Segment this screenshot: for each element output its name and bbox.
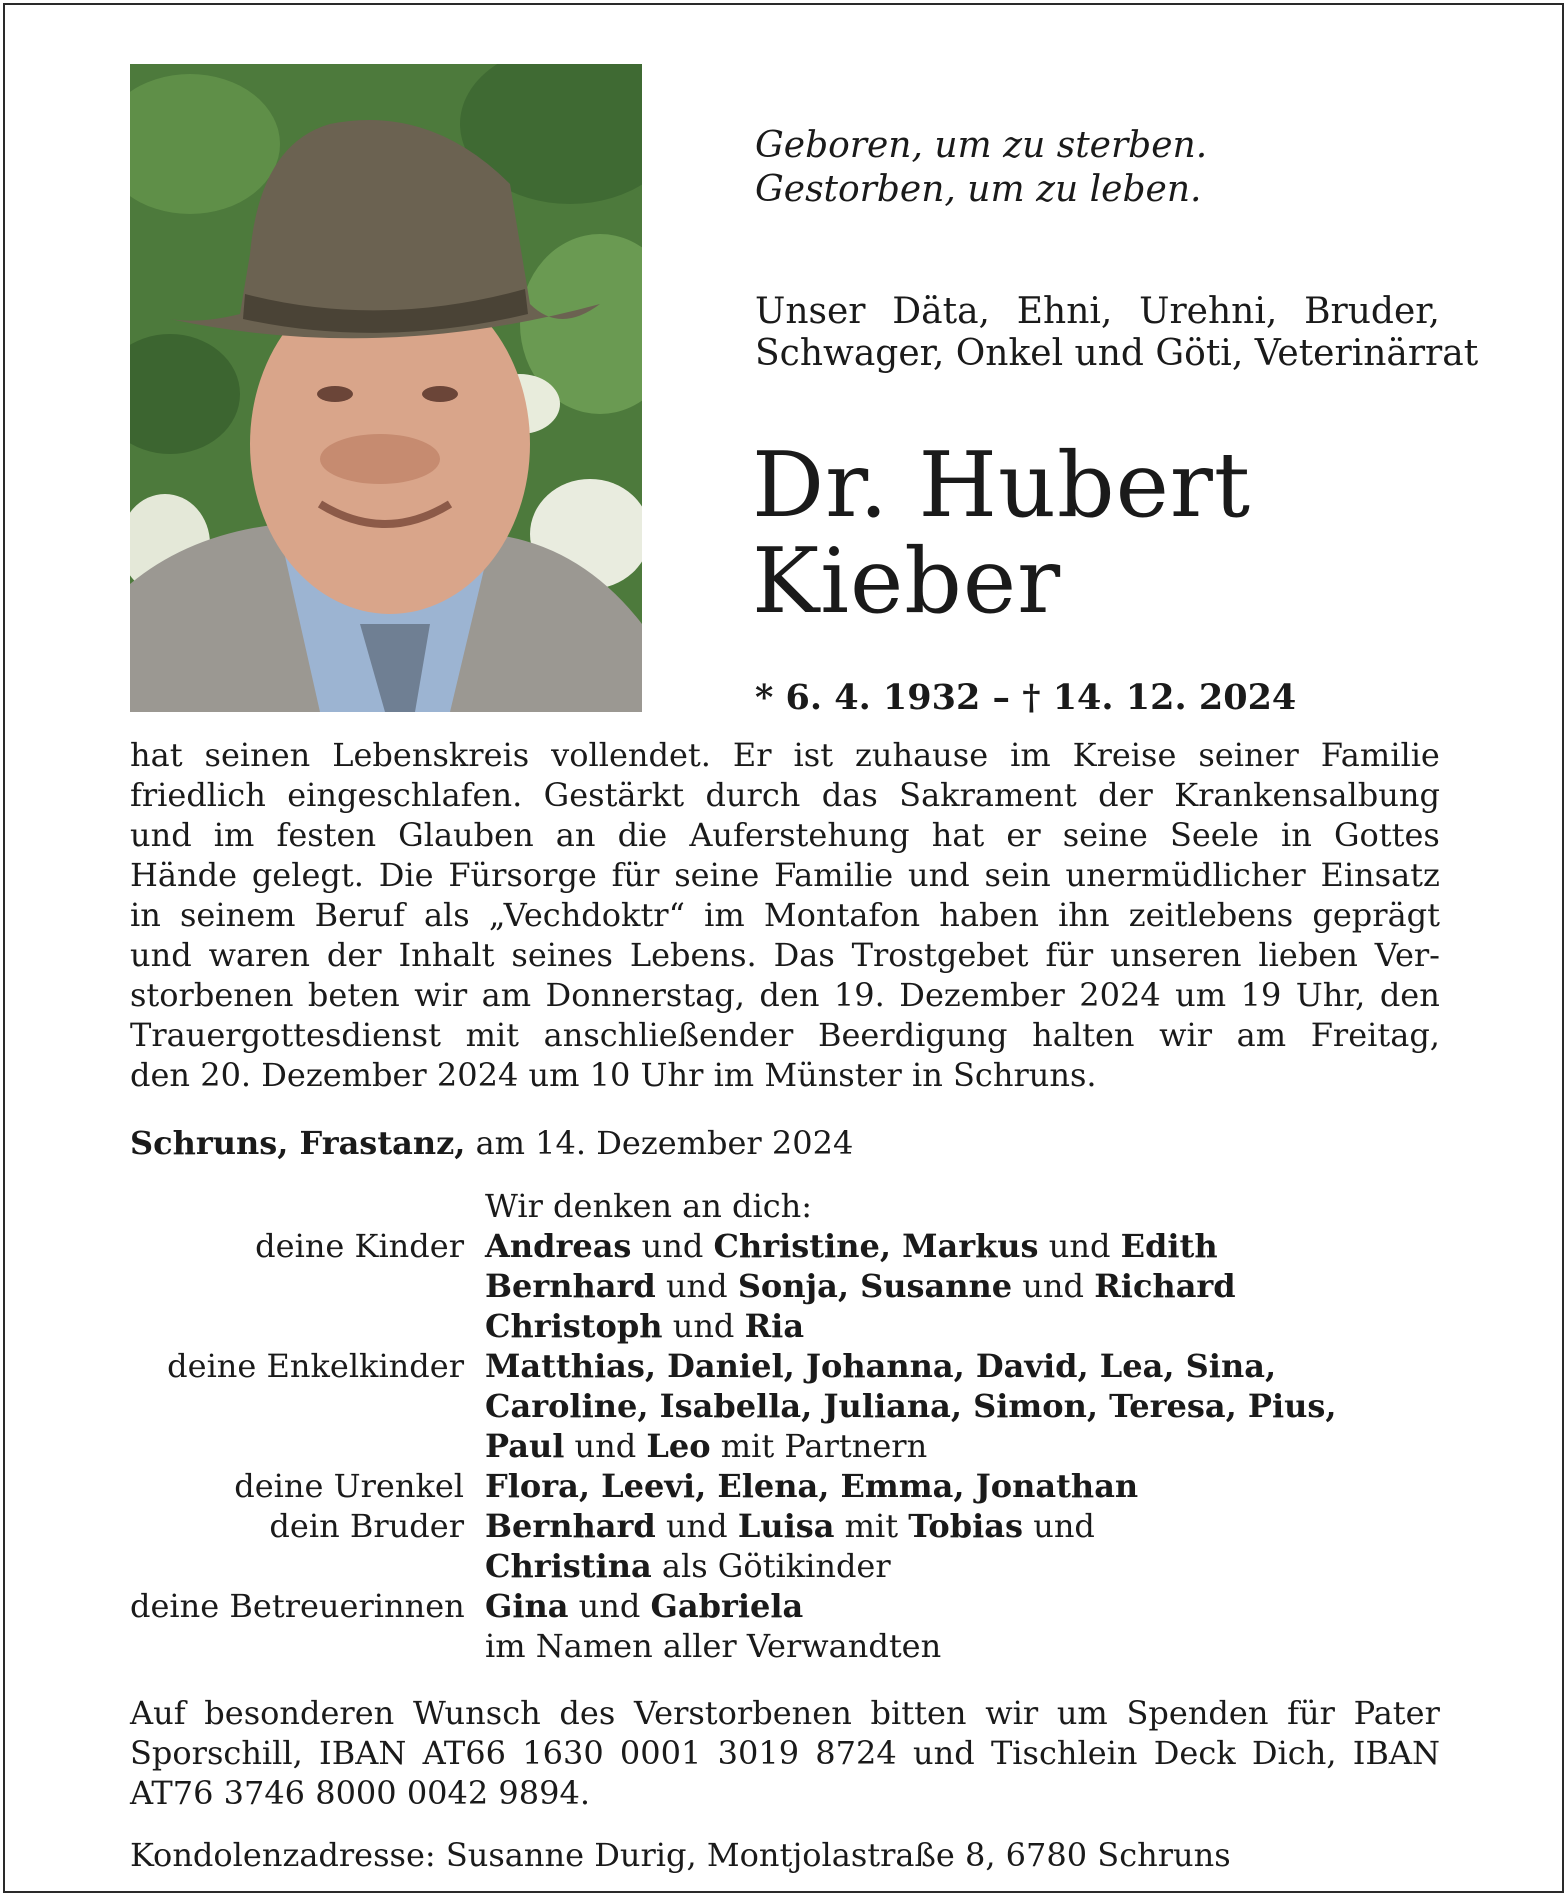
condolence-address: Kondolenzadresse: Susanne Durig, Montjolastraße 8, 6780 Schruns — [130, 1836, 1231, 1874]
mourner-relation — [130, 1386, 485, 1426]
relations-line-2: Schwager, Onkel und Göti, Veterinärrat — [755, 333, 1479, 374]
relations-word: Urehni, — [1139, 291, 1278, 332]
mourner-names: Christoph und Ria — [485, 1307, 805, 1345]
place-date-line — [130, 1124, 853, 1162]
mourners-list — [130, 1186, 1440, 1666]
mourner-relation — [130, 1426, 485, 1466]
mourner-row — [130, 1506, 1440, 1546]
mourner-row — [130, 1346, 1440, 1386]
mourners-heading: Wir denken an dich: — [485, 1187, 813, 1225]
mourner-names: im Namen aller Verwandten — [485, 1627, 942, 1665]
relations-intro — [755, 291, 1479, 375]
mourner-relation: deine Kinder — [255, 1227, 464, 1265]
deceased-name — [752, 433, 1252, 634]
mourner-row — [130, 1226, 1440, 1266]
notice-date: am 14. Dezember 2024 — [475, 1124, 854, 1162]
mourner-names: Bernhard und Luisa mit Tobias und — [485, 1507, 1095, 1545]
mourner-row — [130, 1546, 1440, 1586]
mourner-row — [130, 1426, 1440, 1466]
mourner-names: Andreas und Christine, Markus und Edith — [485, 1227, 1218, 1265]
epigraph-line-1: Geboren, um zu sterben. — [755, 125, 1208, 166]
body-line: storbenen beten wir am Donnerstag, den 19. Dezember 2024 um 19 Uhr, den — [130, 976, 1440, 1014]
mourner-names: Matthias, Daniel, Johanna, David, Lea, Sina, — [485, 1347, 1277, 1385]
donation-request — [130, 1693, 1440, 1813]
mourner-names: Caroline, Isabella, Juliana, Simon, Teresa, Pius, — [485, 1387, 1337, 1425]
body-line: hat seinen Lebenskreis vollendet. Er ist zuhause im Kreise seiner Familie — [130, 736, 1440, 774]
name-line-2: Kieber — [752, 529, 1062, 634]
name-line-1: Dr. Hubert — [752, 433, 1252, 538]
mourner-relation — [130, 1626, 485, 1666]
epigraph — [755, 124, 1207, 212]
mourner-row — [130, 1266, 1440, 1306]
mourner-names: Gina und Gabriela — [485, 1587, 804, 1625]
body-line: und waren der Inhalt seines Lebens. Das Trostgebet für unseren lieben Ver- — [130, 936, 1440, 974]
mourner-relation: dein Bruder — [269, 1507, 464, 1545]
donation-line: Sporschill, IBAN AT66 1630 0001 3019 8724 und Tischlein Deck Dich, IBAN — [130, 1734, 1440, 1772]
mourner-names: Christina als Götikinder — [485, 1547, 891, 1585]
mourner-row — [130, 1466, 1440, 1506]
mourners-heading-row — [130, 1186, 1440, 1226]
mourner-row — [130, 1626, 1440, 1666]
relations-word: Bruder, — [1304, 291, 1440, 332]
life-dates: * 6. 4. 1932 – † 14. 12. 2024 — [755, 677, 1297, 718]
mourner-relation — [130, 1266, 485, 1306]
mourner-row — [130, 1306, 1440, 1346]
mourner-relation: deine Betreuerinnen — [130, 1587, 465, 1625]
mourner-names: Bernhard und Sonja, Susanne und Richard — [485, 1267, 1236, 1305]
obituary-body — [130, 735, 1440, 1095]
mourner-row — [130, 1586, 1440, 1626]
mourner-relation — [130, 1306, 485, 1346]
body-line: den 20. Dezember 2024 um 10 Uhr im Münster in Schruns. — [130, 1056, 1097, 1094]
donation-line: AT76 3746 8000 0042 9894. — [130, 1774, 591, 1812]
body-line: Hände gelegt. Die Fürsorge für seine Familie und sein unermüdlicher Einsatz — [130, 856, 1440, 894]
relations-line-1 — [755, 291, 1440, 333]
donation-line: Auf besonderen Wunsch des Verstorbenen bitten wir um Spenden für Pater — [130, 1694, 1440, 1732]
body-line: in seinem Beruf als „Vechdoktr“ im Montafon haben ihn zeitlebens geprägt — [130, 896, 1440, 934]
body-line: Trauergottesdienst mit anschließender Beerdigung halten wir am Freitag, — [130, 1016, 1440, 1054]
body-line: friedlich eingeschlafen. Gestärkt durch das Sakrament der Krankensalbung — [130, 776, 1440, 814]
portrait-photo — [130, 64, 642, 712]
mourner-names: Flora, Leevi, Elena, Emma, Jonathan — [485, 1467, 1139, 1505]
body-line: und im festen Glauben an die Auferstehung hat er seine Seele in Gottes — [130, 816, 1440, 854]
relations-word: Ehni, — [1016, 291, 1113, 332]
mourner-relation: deine Urenkel — [234, 1467, 464, 1505]
mourner-relation — [130, 1546, 485, 1586]
mourner-relation: deine Enkelkinder — [167, 1347, 464, 1385]
relations-word: Däta, — [892, 291, 990, 332]
mourner-row — [130, 1386, 1440, 1426]
mourner-names: Paul und Leo mit Partnern — [485, 1427, 928, 1465]
epigraph-line-2: Gestorben, um zu leben. — [755, 169, 1202, 210]
relations-word: Unser — [755, 291, 866, 332]
place-names: Schruns, Frastanz, — [130, 1124, 466, 1162]
